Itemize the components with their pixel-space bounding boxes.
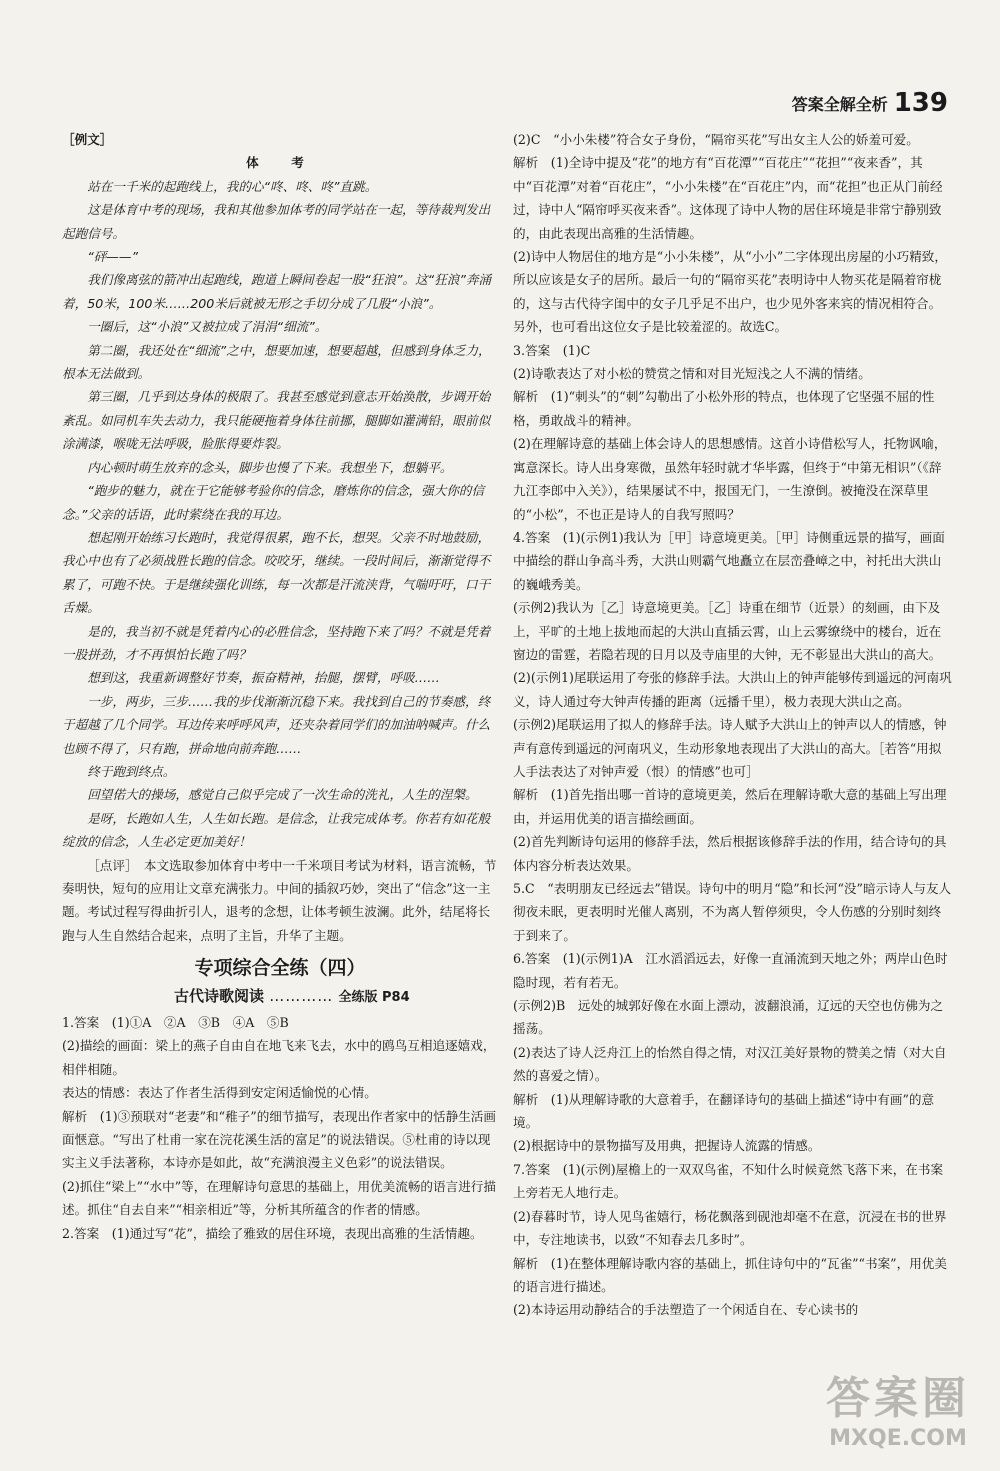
essay-paragraph: “砰——” <box>87 249 139 265</box>
subsection-heading <box>62 985 498 1009</box>
answer-paragraph: 2.答案 (1)通过写“花”，描绘了雅致的居住环境，表现出高雅的生活情趣。 <box>62 1225 483 1241</box>
essay-paragraph: ［例文］ <box>62 132 113 147</box>
answer-paragraph: 1.答案 (1)①A ②A ③B ④A ⑤B <box>62 1015 289 1031</box>
watermark-site: MXQE.COM <box>829 1426 967 1451</box>
answer-paragraph: (2)C “小小朱楼”符合女子身份，“隔帘买花”写出女主人公的娇羞可爱。 <box>513 132 919 147</box>
essay-paragraph: 体 考 <box>246 155 314 171</box>
essay-paragraph: 是呀，长跑如人生，人生如长跑。是信念，让我完成体考。你若有如花般绽放的信念，人生必定更加美好！ <box>62 810 491 850</box>
essay-paragraph: 是的，我当初不就是凭着内心的必胜信念，坚持跑下来了吗？不就是凭着一股拼劲，才不再惧怕长跑了吗？ <box>62 623 491 662</box>
answer-paragraph: 解析 (1)首先指出哪一首诗的意境更美，然后在理解诗歌大意的基础上写出理由，并运用优美的语言描绘画面。 <box>513 787 947 826</box>
answer-paragraph: 7.答案 (1)(示例)屋檐上的一双双鸟雀，不知什么时候竟然飞落下来，在书案上旁若无人地行走。 <box>513 1161 944 1201</box>
essay-paragraph: 想到这，我重新调整好节奏，振奋精神，抬腿，摆臂，呼吸…… <box>87 670 440 686</box>
subsection-ref: 全练版 P84 <box>338 989 410 1005</box>
essay-paragraph: 一圈后，这“小浪”又被拉成了涓涓“细流”。 <box>87 319 328 335</box>
answer-paragraph: (2)表达了诗人泛舟江上的怡然自得之情，对汉江美好景物的赞美之情（对大自然的喜爱之情）。 <box>513 1044 947 1084</box>
watermark-main: 答案圈 <box>826 1373 970 1424</box>
answer-paragraph: 解析 (1)在整体理解诗歌内容的基础上，抓住诗句中的“瓦雀”“书案”，用优美的语言进行描述。 <box>513 1255 947 1294</box>
answer-paragraph: 5.C “表明朋友已经远去”错误。诗句中的明月“隐”和长河“没”暗示诗人与友人彻夜未眠，更表明时光催人离别，不为离人暂停须臾，令人伤感的分别时刻终于到来了。 <box>513 881 952 943</box>
answer-paragraph: (2)抓住“梁上”“水中”等，在理解诗句意思的基础上，用优美流畅的语言进行描述。抓住“自去自来”“相亲相近”等，分析其所蕴含的作者的情感。 <box>62 1178 496 1218</box>
answer-paragraph: (2)描绘的画面：梁上的燕子自由自在地飞来飞去，水中的鸥鸟互相追逐嬉戏，相伴相随。 <box>62 1038 496 1077</box>
answer-paragraph: 3.答案 (1)C <box>513 342 591 358</box>
subsection-dots: ………… <box>269 986 334 1005</box>
essay-paragraph: 第三圈，几乎到达身体的极限了。我甚至感觉到意志开始涣散，步调开始紊乱。如同机车失去动力，我只能硬拖着身体往前挪，腿脚如灌满铅，眼前似涂满漆，喉咙无法呼吸，脸胀得要炸裂。 <box>62 389 491 452</box>
answer-paragraph: (2)春暮时节，诗人见鸟雀嬉行，杨花飘落到砚池却毫不在意，沉浸在书的世界中，专注地读书，以致“不知春去几多时”。 <box>513 1208 947 1248</box>
essay-paragraph: 一步，两步，三步……我的步伐渐渐沉稳下来。我找到自己的节奏感，终于超越了几个同学。耳边传来呼呼风声，还夹杂着同学们的加油呐喊声。什么也顾不得了，只有跑，拼命地向前奔跑…… <box>62 693 491 756</box>
answer-paragraph: 解析 (1)“刺头”的“刺”勾勒出了小松外形的特点，也体现了它坚强不屈的性格，勇敢战斗的精神。 <box>513 389 935 428</box>
header-title: 答案全解全析 <box>791 94 888 114</box>
answer-paragraph: (示例2)我认为［乙］诗意境更美。［乙］诗重在细节（近景）的刻画，由下及上，平旷的土地上拔地而起的大洪山直插云霄，山上云雾缭绕中的楼台，近在窗边的雷霆，若隐若现的日月以及寺庙里的大钟，无不彰显出大洪山的高大。 <box>513 600 942 662</box>
page-number: 139 <box>893 88 948 118</box>
subsection-title: 古代诗歌阅读 <box>174 986 265 1005</box>
essay-paragraph: 内心顿时萌生放弃的念头，脚步也慢了下来。我想坐下，想躺平。 <box>87 459 453 475</box>
answer-paragraph: (2)诗歌表达了对小松的赞赏之情和对目光短浅之人不满的情绪。 <box>513 366 871 382</box>
answer-paragraph: (2)诗中人物居住的地方是“小小朱楼”，从“小小”二字体现出房屋的小巧精致，所以应该是女子的居所。最后一句的“隔帘买花”表明诗中人物买花是隔着帘栊的，这与古代待字闺中的女子几乎足不出户，也少见外客来宾的情况相符合。另外，也可看出这位女子是比较羞涩的。故选C。 <box>513 249 947 335</box>
answer-paragraph: (2)本诗运用动静结合的手法塑造了一个闲适自在、专心读书的 <box>513 1302 859 1318</box>
essay-paragraph: 我们像离弦的箭冲出起跑线，跑道上瞬间卷起一股“狂浪”。这“狂浪”奔涌着，50米，100米……200米后就被无形之手切分成了几股“小浪”。 <box>62 272 492 311</box>
answer-paragraph: (2)(示例1)尾联运用了夸张的修辞手法。大洪山上的钟声能够传到遥远的河南巩义，诗人通过夸大钟声传播的距离（远播千里），极力表现大洪山之高。 <box>513 670 952 709</box>
answer-paragraph: 6.答案 (1)(示例1)A 江水滔滔远去，好像一直涌流到天地之外；两岸山色时隐时现，若有若无。 <box>513 951 948 990</box>
answer-paragraph: 解析 (1)③预联对“老妻”和“稚子”的细节描写，表现出作者家中的恬静生活画面惬意。“写出了杜甫一家在浣花溪生活的富足”的说法错误。⑤杜甫的诗以现实主义手法著称，本诗亦是如此，故“充满浪漫主义色彩”的说法错误。 <box>62 1108 496 1171</box>
section-title: 专项综合全练（四） <box>194 957 366 980</box>
watermark-logo <box>826 1362 970 1451</box>
answer-paragraph: 表达的情感：表达了作者生活得到安定闲适愉悦的心情。 <box>62 1085 377 1101</box>
essay-paragraph: 第二圈，我还处在“细流”之中，想要加速，想要超越，但感到身体乏力，根本无法做到。 <box>62 342 491 382</box>
answer-paragraph: (2)根据诗中的景物描写及用典，把握诗人流露的情感。 <box>513 1138 821 1154</box>
page-header <box>792 88 948 118</box>
right-column <box>513 128 953 1322</box>
essay-paragraph: 这是体育中考的现场，我和其他参加体考的同学站在一起，等待裁判发出起跑信号。 <box>62 202 491 241</box>
answer-paragraph: 解析 (1)全诗中提及“花”的地方有“百花潭”“百花庄”“花担”“夜来香”，其中“百花潭”对着“百花庄”，“小小朱楼”在“百花庄”内，而“花担”也正从门前经过，诗中人“隔帘呼买夜来香”。这体现了诗中人物的居住环境是非常宁静别致的，由此表现出高雅的生活情趣。 <box>513 155 943 241</box>
answer-paragraph: 解析 (1)从理解诗歌的大意着手，在翻译诗句的基础上描述“诗中有画”的意境。 <box>513 1091 935 1131</box>
answer-paragraph: (示例2)B 远处的城郭好像在水面上漂动，波翻浪涌，辽远的天空也仿佛为之摇荡。 <box>513 998 944 1037</box>
essay-paragraph: ［点评］ 本文选取参加体育中考中一千米项目考试为材料，语言流畅，节奏明快，短句的应用让文章充满张力。中间的插叙巧妙，突出了“信念”这一主题。考试过程写得曲折引人，退考的念想，让体考顿生波澜。此外，结尾将长跑与人生自然结合起来，点明了主旨，升华了主题。 <box>62 857 497 943</box>
answer-paragraph: 4.答案 (1)(示例1)我认为［甲］诗意境更美。［甲］诗侧重远景的描写，画面中描绘的群山争高斗秀，大洪山则霸气地矗立在层峦叠嶂之中，衬托出大洪山的巍峨秀美。 <box>513 529 945 592</box>
answer-paragraph: (示例2)尾联运用了拟人的修辞手法。诗人赋予大洪山上的钟声以人的情感，钟声有意传到遥远的河南巩义，生动形象地表现出了大洪山的高大。［若答“用拟人手法表达了对钟声爱（恨）的情感”也可］ <box>513 717 947 779</box>
left-column <box>62 128 498 1245</box>
essay-paragraph: “跑步的魅力，就在于它能够考验你的信念，磨炼你的信念，强大你的信念。”父亲的话语，此时萦绕在我的耳边。 <box>62 483 485 522</box>
essay-paragraph: 回望偌大的操场，感觉自己似乎完成了一次生命的洗礼，人生的涅槃。 <box>87 787 478 803</box>
answer-paragraph: (2)首先判断诗句运用的修辞手法，然后根据该修辞手法的作用，结合诗句的具体内容分析表达效果。 <box>513 834 947 873</box>
essay-paragraph: 想起刚开始练习长跑时，我觉得很累，跑不长，想哭。父亲不时地鼓励，我心中也有了必须战胜长跑的信念。咬咬牙，继续。一段时间后，渐渐觉得不累了，可跑不快。于是继续强化训练，每一次都是汗流浃背，气喘吁吁，口干舌燥。 <box>62 529 491 616</box>
essay-paragraph: 站在一千米的起跑线上，我的心“咚、咚、咚”直跳。 <box>87 178 378 194</box>
essay-paragraph: 终于跑到终点。 <box>87 763 176 779</box>
answer-paragraph: (2)在理解诗意的基础上体会诗人的思想感情。这首小诗借松写人，托物讽喻，寓意深长。诗人出身寒微，虽然年轻时就才华毕露，但终于“中第无相识”（《辞九江李郎中入关》），结果屡试不中，报国无门，一生潦倒。被掩没在深草里的“小松”，不也正是诗人的自我写照吗？ <box>513 436 947 522</box>
